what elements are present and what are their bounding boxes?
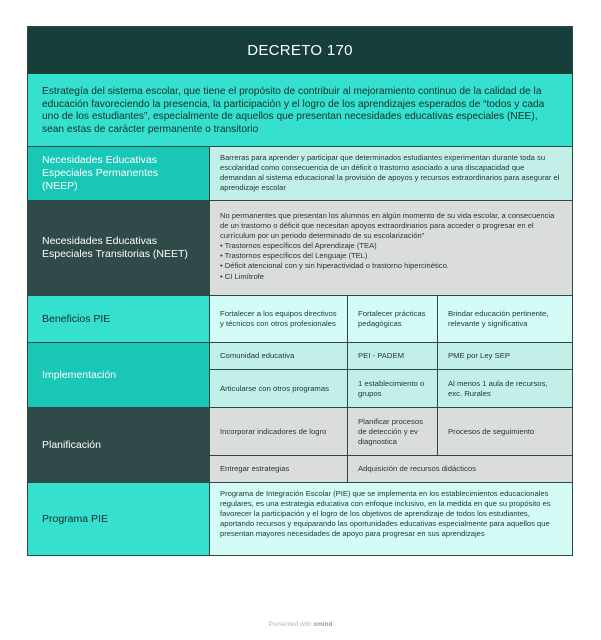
planificacion-cell: Incorporar indicadores de logro <box>220 426 327 436</box>
implementacion-cell: 1 establecimiento o grupos <box>347 370 437 407</box>
implementacion-body <box>209 343 572 407</box>
neep-label: Necesidades Educativas Especiales Permanentes (NEEP) <box>28 147 209 200</box>
programa-text: Programa de Integración Escolar (PIE) que se implementa en los establecimientos educacionales regulares, es una estrategia educativa con enfoque inclusivo, en la medida en que su propósito es favorecer la participación y el logro de los objetivos de aprendizaje de todos los estudiantes, aportando recursos y equiparando las oportunidades educativas especialmente para aquellos que presentan mayores necesidades de apoyo para progresar en sus aprendizajes <box>220 489 551 539</box>
beneficios-label: Beneficios PIE <box>28 296 209 342</box>
neet-list-item: • Trastornos específicos del Aprendizaje (TEA) <box>220 241 377 251</box>
footer-prefix: Presented with <box>268 621 312 628</box>
beneficio-cell: Brindar educación pertinente, relevante y significativa <box>437 296 572 342</box>
programa-body <box>209 483 572 555</box>
beneficio-cell: Fortalecer prácticas pedagógicas <box>347 296 437 342</box>
implementacion-label: Implementación <box>28 343 209 407</box>
footer-credit <box>0 621 601 628</box>
beneficios-body <box>209 296 572 342</box>
implementacion-cell: Comunidad educativa <box>220 351 295 360</box>
row-implementacion <box>28 342 572 407</box>
diagram-title: DECRETO 170 <box>28 27 572 74</box>
planificacion-cell: Entregar estrategias <box>220 464 290 473</box>
neet-text: No permanentes que presentan los alumnos en algún momento de su vida escolar, a consecuencia de un trastorno o déficit que necesitan apoyos extraordinarios para acceder o progresar en el currículum por un periodo determinado de su escolarización” <box>220 211 555 241</box>
neet-body <box>209 201 572 295</box>
planificacion-cell: Adquisición de recursos didácticos <box>347 456 572 482</box>
implementacion-cell: Articularse con otros programas <box>220 383 329 393</box>
row-programa <box>28 482 572 555</box>
neet-list-item: • Trastornos específicos del Lenguaje (TEL) <box>220 251 368 261</box>
row-neep <box>28 146 572 200</box>
xmind-logo: xmind <box>313 621 333 628</box>
programa-label: Programa PIE <box>28 483 209 555</box>
neet-content <box>210 201 572 295</box>
row-planificacion <box>28 407 572 482</box>
neet-label: Necesidades Educativas Especiales Transitorias (NEET) <box>28 201 209 295</box>
decreto-diagram <box>27 26 573 556</box>
neet-list-item: • CI Limítrofe <box>220 271 265 281</box>
planificacion-body <box>209 408 572 482</box>
implementacion-cell: PME por Ley SEP <box>437 343 572 369</box>
row-neet <box>28 200 572 295</box>
planificacion-cell: Planificar procesos de detección y ev diagnostica <box>347 408 437 455</box>
neet-list-item: • Déficit atencional con y sin hiperactividad o trastorno hipercinético. <box>220 261 449 271</box>
intro-text: Estrategía del sistema escolar, que tiene el propósito de contribuir al mejoramiento continuo de la calidad de la educación favoreciendo la presencia, la participación y el logro de los aprendizajes esperados de “todos y cada uno de los estudiantes”, especialmente de aquellos que presentan necesidades educativas especiales (NEE), sean estas de carácter permanente o transitorio <box>28 74 572 146</box>
implementacion-cell: PEI - PADEM <box>347 343 437 369</box>
neep-text: Barreras para aprender y participar que determinados estudiantes experimentan durante toda su escolaridad como consecuencia de un déficit o trastorno asociado a una discapacidad que demandan al sistema educacional la provisión de apoyos y recursos extraordinarios para asegurar el aprendizaje escolar <box>220 153 560 193</box>
planificacion-cell: Procesos de seguimiento <box>437 408 572 455</box>
row-beneficios <box>28 295 572 342</box>
neep-body <box>209 147 572 200</box>
implementacion-cell: Al menos 1 aula de recursos, exc. Rurales <box>437 370 572 407</box>
planificacion-label: Planificación <box>28 408 209 482</box>
beneficio-cell: Fortalecer a los equipos directivos y técnicos con otros profesionales <box>220 309 337 328</box>
